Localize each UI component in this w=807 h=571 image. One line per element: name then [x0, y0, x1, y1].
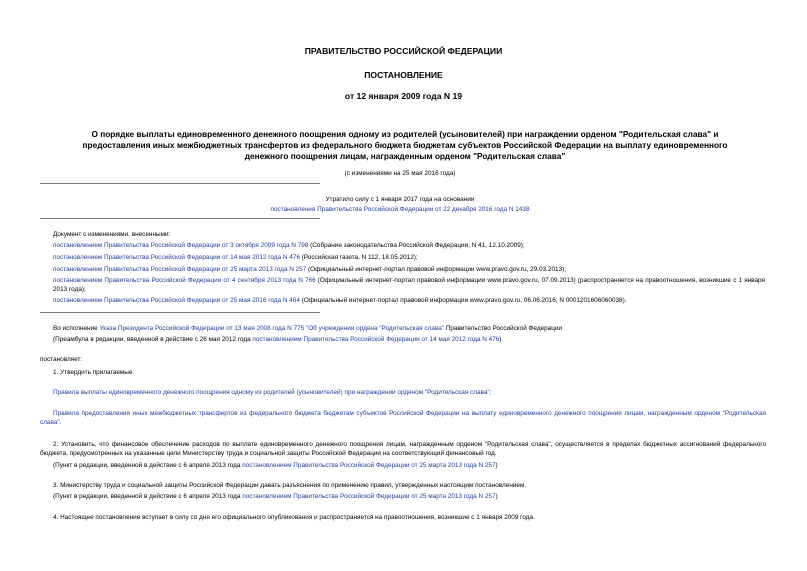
- change-link[interactable]: постановлением Правительства Российской Федерации от 4 сентября 2013 года N 766: [53, 277, 316, 284]
- government-heading: ПРАВИТЕЛЬСТВО РОССИЙСКОЙ ФЕДЕРАЦИИ: [304, 46, 503, 56]
- note-link[interactable]: постановлением Правительства Российской Федерации от 25 марта 2013 года N 257: [242, 493, 496, 500]
- item-3-note: [53, 492, 498, 501]
- decree-word: постановляет:: [40, 356, 83, 363]
- document-title: О порядке выплаты единовременного денежного поощрения одному из родителей (усыновителей) при награждении орденом "Родительская слава" и предоставления иных межбюджетных трансфертов из федерального бюджета бюджетам субъектов Российской Федерации на выплату единовременного денежного поощрения лицам, награжденным орденом "Родительская слава": [82, 129, 728, 162]
- note-prefix: (Пункт в редакции, введенной в действие с 6 апреля 2013 года: [53, 462, 243, 469]
- document-date-number: от 12 января 2009 года N 19: [344, 91, 463, 101]
- changes-heading: Документ с изменениями, внесенными:: [53, 231, 171, 238]
- item-4: 4. Настоящее постановление вступает в силу со дня его официального опубликования и распространяется на правоотношения, возникшие с 1 января 2009 года.: [53, 514, 535, 521]
- change-link[interactable]: постановлением Правительства Российской Федерации от 3 октября 2009 года N 798: [53, 242, 309, 249]
- divider: [40, 312, 320, 313]
- note-link[interactable]: постановлением Правительства Российской Федерации от 25 марта 2013 года N 257: [242, 462, 496, 469]
- note-suffix: ): [495, 493, 498, 500]
- change-item: [53, 296, 627, 305]
- item-2-note: [53, 461, 498, 470]
- divider: [40, 183, 320, 184]
- item-2: 2. Установить, что финансовое обеспечение расходов по выплате единовременного денежного поощрения лицам, награжденным орденом "Родительская слава", осуществляется в пределах бюджетных ассигнований федерального бюджета, предусмотренных на указанные цели Министерству труда и социальной защиты Российской Федерации на соответствующий финансовый год.: [40, 441, 766, 457]
- expired-text: Утратило силу с 1 января 2017 года на основании: [325, 196, 475, 203]
- item-3: 3. Министерству труда и социальной защиты Российской Федерации давать разъяснения по применению правил, утвержденных настоящим постановлением.: [53, 482, 527, 489]
- change-link[interactable]: постановлением Правительства Российской Федерации от 25 мая 2016 года N 464: [53, 297, 300, 304]
- divider: [40, 218, 320, 219]
- rules-1-link[interactable]: Правила выплаты единовременного денежного поощрения одному из родителей (усыновителей) при награждении орденом "Родительская слава";: [53, 389, 492, 396]
- change-item: [53, 265, 566, 274]
- presidential-decree-link[interactable]: Указа Президента Российской Федерации от 13 мая 2008 года N 775 "Об учреждении ордена "Родительская слава": [99, 325, 445, 332]
- document-type: ПОСТАНОВЛЕНИЕ: [364, 70, 443, 80]
- intro-prefix: Во исполнение: [53, 325, 100, 332]
- change-source: (Официальный интернет-портал правовой информации www.pravo.gov.ru, 06.06.2016, N 0001201606060038).: [299, 297, 627, 304]
- note-prefix: (Пункт в редакции, введенной в действие с 6 апреля 2013 года: [53, 493, 243, 500]
- note-link[interactable]: постановлением Правительства Российской Федерации от 14 мая 2012 года N 476: [252, 336, 500, 343]
- change-source: (Российская газета, N 112, 18.05.2012);: [299, 254, 418, 261]
- change-item: [53, 276, 765, 294]
- intro-paragraph: [53, 324, 562, 333]
- note-suffix: ): [499, 336, 502, 343]
- intro-suffix: Правительство Российской Федерации: [444, 325, 563, 332]
- note-suffix: ): [495, 462, 498, 469]
- item-1: 1. Утвердить прилагаемые:: [53, 369, 135, 376]
- rules-2-link[interactable]: Правила предоставления иных межбюджетных трансфертов из федерального бюджета бюджетам субъектов Российской Федерации на выплату единовременного денежного поощрения лицам, награжденным орденом "Родительская слава".: [40, 410, 766, 426]
- expired-link[interactable]: постановления Правительства Российской Федерации от 22 декабря 2016 года N 1438: [270, 206, 530, 213]
- note-prefix: (Преамбула в редакции, введенной в действие с 26 мая 2012 года: [53, 336, 253, 343]
- change-item: [53, 253, 418, 262]
- change-link[interactable]: постановлением Правительства Российской Федерации от 25 марта 2013 года N 257: [53, 266, 307, 273]
- change-link[interactable]: постановлением Правительства Российской Федерации от 14 мая 2012 года N 476: [53, 254, 300, 261]
- change-source: (Собрание законодательства Российской Федерации, N 41, 12.10.2009);: [308, 242, 525, 249]
- change-source: (Официальный интернет-портал правовой информации www.pravo.gov.ru, 07.09.2013) (распространяется на правоотношения, возникшие с 1 января 2013 года);: [53, 277, 765, 293]
- amendment-note: (с изменениями на 25 мая 2016 года): [344, 170, 456, 177]
- change-source: (Официальный интернет-портал правовой информации www.pravo.gov.ru, 29.03.2013);: [306, 266, 567, 273]
- preamble-note: [53, 335, 501, 344]
- change-item: [53, 241, 525, 250]
